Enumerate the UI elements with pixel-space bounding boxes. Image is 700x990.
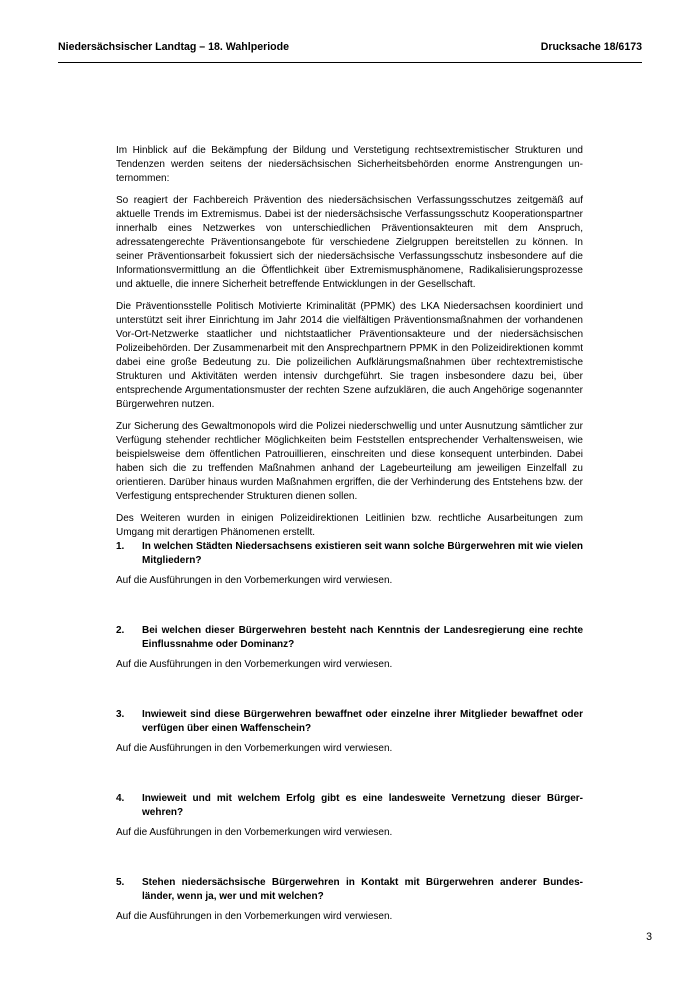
answer-text: Auf die Ausführungen in den Vorbemerkungen wird verwiesen.	[116, 575, 393, 586]
question-item	[116, 540, 583, 588]
header-parliament-title: Niedersächsischer Landtag – 18. Wahlperiode	[58, 41, 289, 53]
page-header	[58, 38, 642, 63]
paragraph: Zur Sicherung des Gewaltmonopols wird die Polizei niederschwellig und unter Ausnutzung sämtlicher zur Verfügung stehender rechtlicher Möglichkeiten beim Feststellen entsprechender Verhaltensweisen, wie beispielsweise dem öffentlichen Patrouillieren, einschreiten und diese konsequent unterbinden. Dabei haben sich die zu treffenden Maßnahmen anhand der Lagebeurteilung am jeweiligen Einzelfall zu orientieren. Darüber hinaus wurden Maßnahmen ergriffen, die der Verhinderung des Entstehens bzw. der Verfestigung entsprechender Strukturen dienen sollen.	[116, 421, 583, 502]
paragraph: Des Weiteren wurden in einigen Polizeidirektionen Leitlinien bzw. rechtliche Ausarbeitungen zum Umgang mit derartigen Phänomenen erstellt.	[116, 513, 583, 538]
question-number: 4.	[116, 793, 125, 804]
answer-text: Auf die Ausführungen in den Vorbemerkungen wird verwiesen.	[116, 827, 393, 838]
question-item	[116, 876, 583, 924]
header-document-number: Drucksache 18/6173	[540, 41, 642, 53]
question-text: Stehen niedersächsische Bürgerwehren in Kontakt mit Bürgerwehren anderer Bundesländer, wenn ja, wer und mit welchen?	[142, 877, 583, 902]
question-text: Inwieweit und mit welchem Erfolg gibt es eine landesweite Vernetzung dieser Bürgerwehren?	[142, 793, 583, 818]
answer-text: Auf die Ausführungen in den Vorbemerkungen wird verwiesen.	[116, 911, 393, 922]
paragraph: So reagiert der Fachbereich Prävention des niedersächsischen Verfassungsschutzes zeitgemäß auf aktuelle Trends im Extremismus. Dabei ist der niedersächsische Verfassungsschutz Kooperationspartner innerhalb eines Netzwerkes von unterschiedlichen Präventionsakteuren mit dem Anspruch, adressatengerechte Präventionsangebote für verschiedene Zielgruppen bereitstellen zu können. In seiner Präventionsarbeit fokussiert sich der niedersächsische Verfassungsschutz insbesondere auf die Informationsvermittlung an die Öffentlichkeit über Extremismusphänomene, Radikalisierungsprozesse und aktuelle, die innere Sicherheit betreffende Entwicklungen in der Gesellschaft.	[116, 195, 583, 290]
answer-text: Auf die Ausführungen in den Vorbemerkungen wird verwiesen.	[116, 743, 393, 754]
question-text: Inwieweit sind diese Bürgerwehren bewaffnet oder einzelne ihrer Mitglieder bewaffnet oder verfügen über einen Waffenschein?	[142, 709, 583, 734]
answer-text: Auf die Ausführungen in den Vorbemerkungen wird verwiesen.	[116, 659, 393, 670]
question-item	[116, 792, 583, 840]
question-number: 5.	[116, 877, 125, 888]
paragraph: Die Präventionsstelle Politisch Motivierte Kriminalität (PPMK) des LKA Niedersachsen koordiniert und unterstützt seit ihrer Einrichtung im Jahr 2014 die vielfältigen Präventionsmaßnahmen der vorhandenen Vor-Ort-Netzwerke staatlicher und nichtstaatlicher Präventionsakteure und der niedersächsischen Polizeibehörden. Der Zusammenarbeit mit den Ansprechpartnern PPMK in den Polizeidirektionen kommt dabei eine große Bedeutung zu. Die polizeilichen Aufklärungsmaßnahmen über rechtextremistische Strukturen und Aktivitäten werden intensiv durchgeführt. Sie tragen insbesondere dazu bei, über entsprechende Argumentationsmuster der rechten Szene aufzuklären, die auch Angehörige sogenannter Bürgerwehren nutzen.	[116, 301, 583, 410]
question-title	[116, 708, 583, 736]
page-number: 3	[646, 931, 652, 943]
question-list	[116, 540, 583, 924]
preliminary-remarks	[116, 144, 583, 548]
paragraph: Im Hinblick auf die Bekämpfung der Bildung und Verstetigung rechtsextremistischer Strukturen und Tendenzen werden seitens der niedersächsischen Sicherheitsbehörden enorme Anstrengungen unternommen:	[116, 145, 583, 184]
question-item	[116, 708, 583, 756]
question-title	[116, 624, 583, 652]
question-number: 1.	[116, 541, 125, 552]
question-number: 2.	[116, 625, 125, 636]
question-title	[116, 792, 583, 820]
question-text: Bei welchen dieser Bürgerwehren besteht nach Kenntnis der Landesregierung eine rechte Einflussnahme oder Dominanz?	[142, 625, 583, 650]
question-number: 3.	[116, 709, 125, 720]
question-title	[116, 876, 583, 904]
question-title	[116, 540, 583, 568]
question-item	[116, 624, 583, 672]
question-text: In welchen Städten Niedersachsens existieren seit wann solche Bürgerwehren mit wie vielen Mitgliedern?	[142, 541, 583, 566]
